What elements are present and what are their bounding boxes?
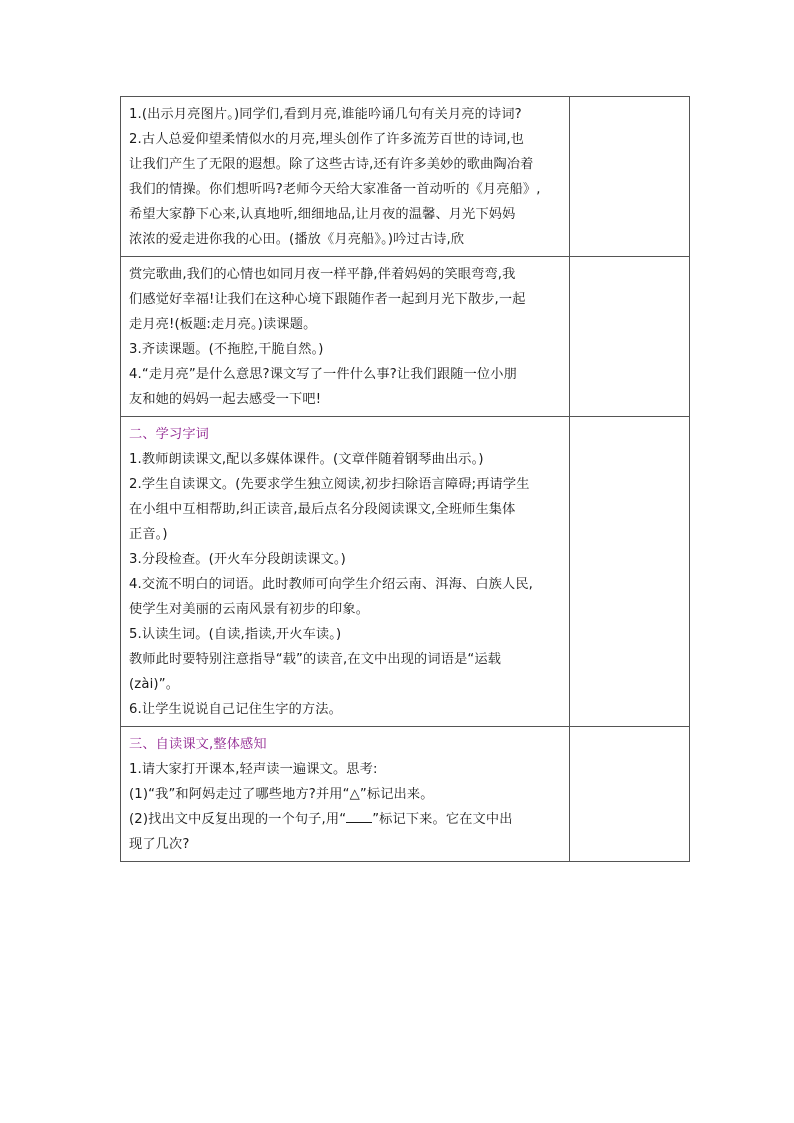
text-line: 1.(出示月亮图片。)同学们,看到月亮,谁能吟诵几句有关月亮的诗词? [129, 107, 522, 122]
section-heading: 三、自读课文,整体感知 [129, 737, 267, 752]
text-line: 浓浓的爱走进你我的心田。(播放《月亮船》。)吟过古诗,欣 [129, 232, 465, 247]
text-line: 友和她的妈妈一起去感受一下吧! [129, 392, 322, 407]
text-line: 现了几次? [129, 837, 190, 852]
table-row [121, 97, 690, 257]
text-line: 使学生对美丽的云南风景有初步的印象。 [129, 602, 370, 617]
text-line: 6.让学生说说自己记住生字的方法。 [129, 702, 342, 717]
text-line: 教师此时要特别注意指导“载”的读音,在文中出现的词语是“运载 [129, 652, 502, 667]
text-line: 2.古人总爱仰望柔情似水的月亮,埋头创作了许多流芳百世的诗词,也 [129, 132, 525, 147]
table-row [121, 727, 690, 862]
content-cell [121, 97, 570, 257]
text-line: (1)“我”和阿妈走过了哪些地方?并用“△”标记出来。 [129, 787, 434, 802]
text-line: 让我们产生了无限的遐想。除了这些古诗,还有许多美妙的歌曲陶冶着 [129, 157, 534, 172]
text-line: 4.交流不明白的词语。此时教师可向学生介绍云南、洱海、白族人民, [129, 577, 534, 592]
section-heading: 二、学习字词 [129, 427, 210, 442]
notes-cell [570, 417, 690, 727]
text-line: 4.“走月亮”是什么意思?课文写了一件什么事?让我们跟随一位小朋 [129, 367, 517, 382]
content-cell [121, 257, 570, 417]
text-line: 我们的情操。你们想听吗?老师今天给大家准备一首动听的《月亮船》, [129, 182, 541, 197]
table-row [121, 257, 690, 417]
text-line: 3.齐读课题。(不拖腔,干脆自然。) [129, 342, 324, 357]
notes-cell [570, 97, 690, 257]
text-line: 走月亮!(板题:走月亮。)读课题。 [129, 317, 317, 332]
table-row [121, 417, 690, 727]
text-line: 希望大家静下心来,认真地听,细细地品,让月夜的温馨、月光下妈妈 [129, 207, 516, 222]
text-line: 1.请大家打开课本,轻声读一遍课文。思考: [129, 762, 378, 777]
notes-cell [570, 257, 690, 417]
text-line: 在小组中互相帮助,纠正读音,最后点名分段阅读课文,全班师生集体 [129, 502, 516, 517]
text-line-with-blank [129, 807, 563, 832]
text-line: 2.学生自读课文。(先要求学生独立阅读,初步扫除语言障碍;再请学生 [129, 477, 530, 492]
underline-blank [346, 810, 372, 823]
text-line: (zài)”。 [129, 677, 180, 692]
text-line: 5.认读生词。(自读,指读,开火车读。) [129, 627, 342, 642]
content-cell [121, 417, 570, 727]
text-fragment: (2)找出文中反复出现的一个句子,用“ [129, 812, 347, 827]
text-fragment: ”标记下来。它在文中出 [372, 812, 513, 827]
text-line: 正音。) [129, 527, 168, 542]
text-line: 们感觉好幸福!让我们在这种心境下跟随作者一起到月光下散步,一起 [129, 292, 526, 307]
content-cell [121, 727, 570, 862]
text-line: 3.分段检查。(开火车分段朗读课文。) [129, 552, 346, 567]
notes-cell [570, 727, 690, 862]
text-line: 1.教师朗读课文,配以多媒体课件。(文章伴随着钢琴曲出示。) [129, 452, 484, 467]
lesson-plan-table [120, 96, 690, 862]
text-line: 赏完歌曲,我们的心情也如同月夜一样平静,伴着妈妈的笑眼弯弯,我 [129, 267, 516, 282]
